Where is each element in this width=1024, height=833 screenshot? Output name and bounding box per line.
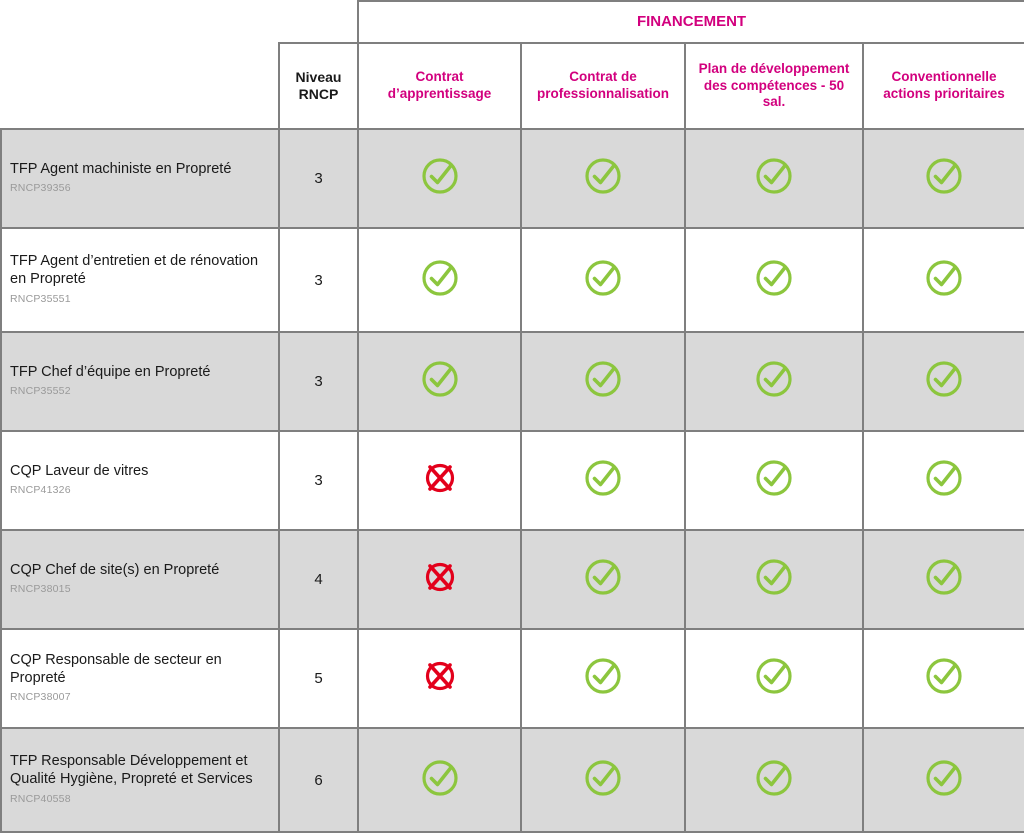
header-niveau-rncp: Niveau RNCP bbox=[279, 43, 358, 129]
corner-empty-cell bbox=[1, 1, 279, 43]
certification-title: CQP Laveur de vitres bbox=[10, 462, 149, 479]
niveau-rncp-value: 3 bbox=[279, 332, 358, 431]
financing-mark-cell bbox=[358, 530, 521, 629]
niveau-rncp-value: 6 bbox=[279, 728, 358, 832]
check-circle-icon bbox=[925, 360, 963, 398]
rncp-code: RNCP35552 bbox=[10, 385, 71, 397]
certification-name-cell bbox=[1, 530, 279, 629]
header-contrat-professionnalisation: Contrat de professionnalisation bbox=[521, 43, 685, 129]
check-circle-icon bbox=[584, 259, 622, 297]
certification-title: CQP Responsable de secteur en Propreté bbox=[10, 651, 222, 686]
cross-circle-icon bbox=[421, 558, 459, 596]
financing-mark-cell bbox=[685, 629, 863, 728]
cross-circle-icon bbox=[421, 657, 459, 695]
header-plan-developpement-competences: Plan de développement des compétences - 50 sal. bbox=[685, 43, 863, 129]
financing-mark-cell bbox=[863, 129, 1024, 228]
check-circle-icon bbox=[755, 459, 793, 497]
header-conventionnelle-actions-prioritaires: Conventionnelle actions prioritaires bbox=[863, 43, 1024, 129]
financing-mark-cell bbox=[685, 431, 863, 530]
header-group-row bbox=[1, 1, 1024, 43]
financing-mark-cell bbox=[863, 228, 1024, 332]
financing-mark-cell bbox=[521, 431, 685, 530]
financing-mark-cell bbox=[521, 629, 685, 728]
financing-mark-cell bbox=[685, 728, 863, 832]
financement-group-header: FINANCEMENT bbox=[358, 1, 1024, 43]
financing-mark-cell bbox=[863, 431, 1024, 530]
certification-title: TFP Chef d’équipe en Propreté bbox=[10, 363, 211, 380]
certification-name-cell bbox=[1, 129, 279, 228]
certification-name-cell bbox=[1, 228, 279, 332]
niveau-rncp-value: 3 bbox=[279, 228, 358, 332]
check-circle-icon bbox=[421, 360, 459, 398]
check-circle-icon bbox=[584, 157, 622, 195]
certification-title: TFP Agent machiniste en Propreté bbox=[10, 160, 232, 177]
corner-empty-cell-2 bbox=[279, 1, 358, 43]
check-circle-icon bbox=[925, 259, 963, 297]
financing-mark-cell bbox=[521, 530, 685, 629]
financing-mark-cell bbox=[358, 629, 521, 728]
rncp-code: RNCP35551 bbox=[10, 292, 71, 305]
financing-mark-cell bbox=[863, 629, 1024, 728]
table-row bbox=[1, 228, 1024, 332]
table-header bbox=[1, 1, 1024, 129]
financing-mark-cell bbox=[863, 530, 1024, 629]
check-circle-icon bbox=[755, 759, 793, 797]
financing-mark-cell bbox=[685, 228, 863, 332]
cross-circle-icon bbox=[421, 459, 459, 497]
financing-mark-cell bbox=[358, 228, 521, 332]
check-circle-icon bbox=[755, 657, 793, 695]
table-row bbox=[1, 728, 1024, 832]
financing-mark-cell bbox=[863, 728, 1024, 832]
certification-name-cell bbox=[1, 431, 279, 530]
check-circle-icon bbox=[755, 157, 793, 195]
table-body bbox=[1, 129, 1024, 832]
certification-title: TFP Responsable Développement et Qualité Hygiène, Propreté et Services bbox=[10, 753, 253, 788]
check-circle-icon bbox=[755, 259, 793, 297]
niveau-rncp-value: 5 bbox=[279, 629, 358, 728]
financing-mark-cell bbox=[521, 332, 685, 431]
certification-title: CQP Chef de site(s) en Propreté bbox=[10, 561, 220, 578]
financing-mark-cell bbox=[685, 129, 863, 228]
check-circle-icon bbox=[584, 558, 622, 596]
rncp-code: RNCP39356 bbox=[10, 182, 71, 194]
certification-name-cell bbox=[1, 728, 279, 832]
certification-title: TFP Agent d’entretien et de rénovation en Propreté bbox=[10, 253, 259, 288]
check-circle-icon bbox=[925, 657, 963, 695]
header-columns-row bbox=[1, 43, 1024, 129]
financing-mark-cell bbox=[521, 129, 685, 228]
niveau-rncp-value: 4 bbox=[279, 530, 358, 629]
rncp-code: RNCP41326 bbox=[10, 484, 71, 496]
check-circle-icon bbox=[421, 259, 459, 297]
financing-mark-cell bbox=[521, 728, 685, 832]
financing-mark-cell bbox=[685, 530, 863, 629]
table-row bbox=[1, 332, 1024, 431]
niveau-rncp-value: 3 bbox=[279, 431, 358, 530]
check-circle-icon bbox=[584, 360, 622, 398]
check-circle-icon bbox=[755, 360, 793, 398]
check-circle-icon bbox=[755, 558, 793, 596]
financing-mark-cell bbox=[863, 332, 1024, 431]
financing-mark-cell bbox=[358, 431, 521, 530]
table-row bbox=[1, 129, 1024, 228]
check-circle-icon bbox=[584, 459, 622, 497]
financing-mark-cell bbox=[358, 129, 521, 228]
financing-mark-cell bbox=[685, 332, 863, 431]
certification-name-cell bbox=[1, 629, 279, 728]
niveau-rncp-value: 3 bbox=[279, 129, 358, 228]
certification-name-cell bbox=[1, 332, 279, 431]
table-row bbox=[1, 629, 1024, 728]
table-row bbox=[1, 530, 1024, 629]
check-circle-icon bbox=[584, 759, 622, 797]
check-circle-icon bbox=[925, 157, 963, 195]
check-circle-icon bbox=[421, 157, 459, 195]
check-circle-icon bbox=[925, 459, 963, 497]
financing-mark-cell bbox=[521, 228, 685, 332]
check-circle-icon bbox=[925, 558, 963, 596]
check-circle-icon bbox=[421, 759, 459, 797]
corner-empty-cell-3 bbox=[1, 43, 279, 129]
check-circle-icon bbox=[925, 759, 963, 797]
check-circle-icon bbox=[584, 657, 622, 695]
rncp-code: RNCP38015 bbox=[10, 583, 71, 595]
financing-mark-cell bbox=[358, 728, 521, 832]
rncp-code: RNCP38007 bbox=[10, 691, 71, 704]
financing-mark-cell bbox=[358, 332, 521, 431]
header-contrat-apprentissage: Contrat d’apprentissage bbox=[358, 43, 521, 129]
table-row bbox=[1, 431, 1024, 530]
rncp-code: RNCP40558 bbox=[10, 792, 71, 805]
